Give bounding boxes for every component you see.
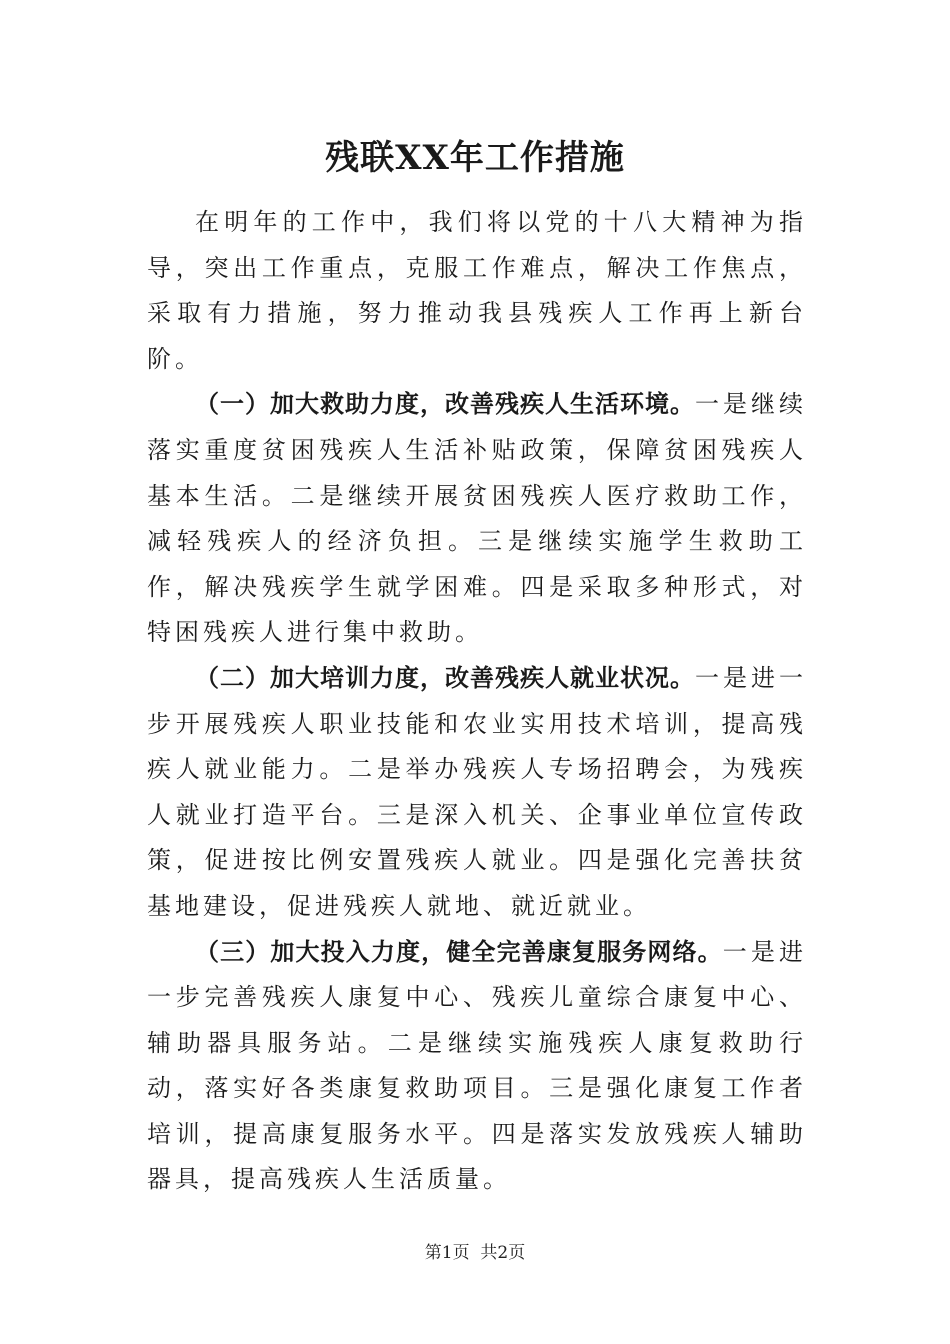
section-paragraph-2	[147, 656, 807, 930]
intro-paragraph: 在明年的工作中，我们将以党的十八大精神为指导，突出工作重点，克服工作难点，解决工作焦点，采取有力措施，努力推动我县残疾人工作再上新台阶。	[147, 208, 807, 373]
section-paragraph-3	[147, 930, 807, 1204]
page-title: 残联XX年工作措施	[325, 138, 625, 178]
page-number: 第1页	[424, 1243, 470, 1263]
section-text: 一是进一步开展残疾人职业技能和农业实用技术培训，提高残疾人就业能力。二是举办残疾人专场招聘会，为残疾人就业打造平台。三是深入机关、企事业单位宣传政策，促进按比例安置残疾人就业。四是强化完善扶贫基地建设，促进残疾人就地、就近就业。	[147, 663, 807, 920]
page-total: 共2页	[480, 1243, 526, 1263]
section-heading: （一）加大救助力度，改善残疾人生活环境。	[195, 390, 695, 419]
document-body	[147, 200, 807, 1203]
page-footer	[0, 1241, 950, 1265]
section-paragraph-1	[147, 382, 807, 656]
section-text: 一是进一步完善残疾人康复中心、残疾儿童综合康复中心、辅助器具服务站。二是继续实施残疾人康复救助行动，落实好各类康复救助项目。三是强化康复工作者培训，提高康复服务水平。四是落实发放残疾人辅助器具，提高残疾人生活质量。	[147, 937, 808, 1194]
section-heading: （三）加大投入力度，健全完善康复服务网络。	[195, 937, 723, 966]
section-text: 一是继续落实重度贫困残疾人生活补贴政策，保障贫困残疾人基本生活。二是继续开展贫困残疾人医疗救助工作，减轻残疾人的经济负担。三是继续实施学生救助工作，解决残疾学生就学困难。四是采取多种形式，对特困残疾人进行集中救助。	[147, 390, 807, 647]
section-heading: （二）加大培训力度，改善残疾人就业状况。	[195, 663, 695, 692]
